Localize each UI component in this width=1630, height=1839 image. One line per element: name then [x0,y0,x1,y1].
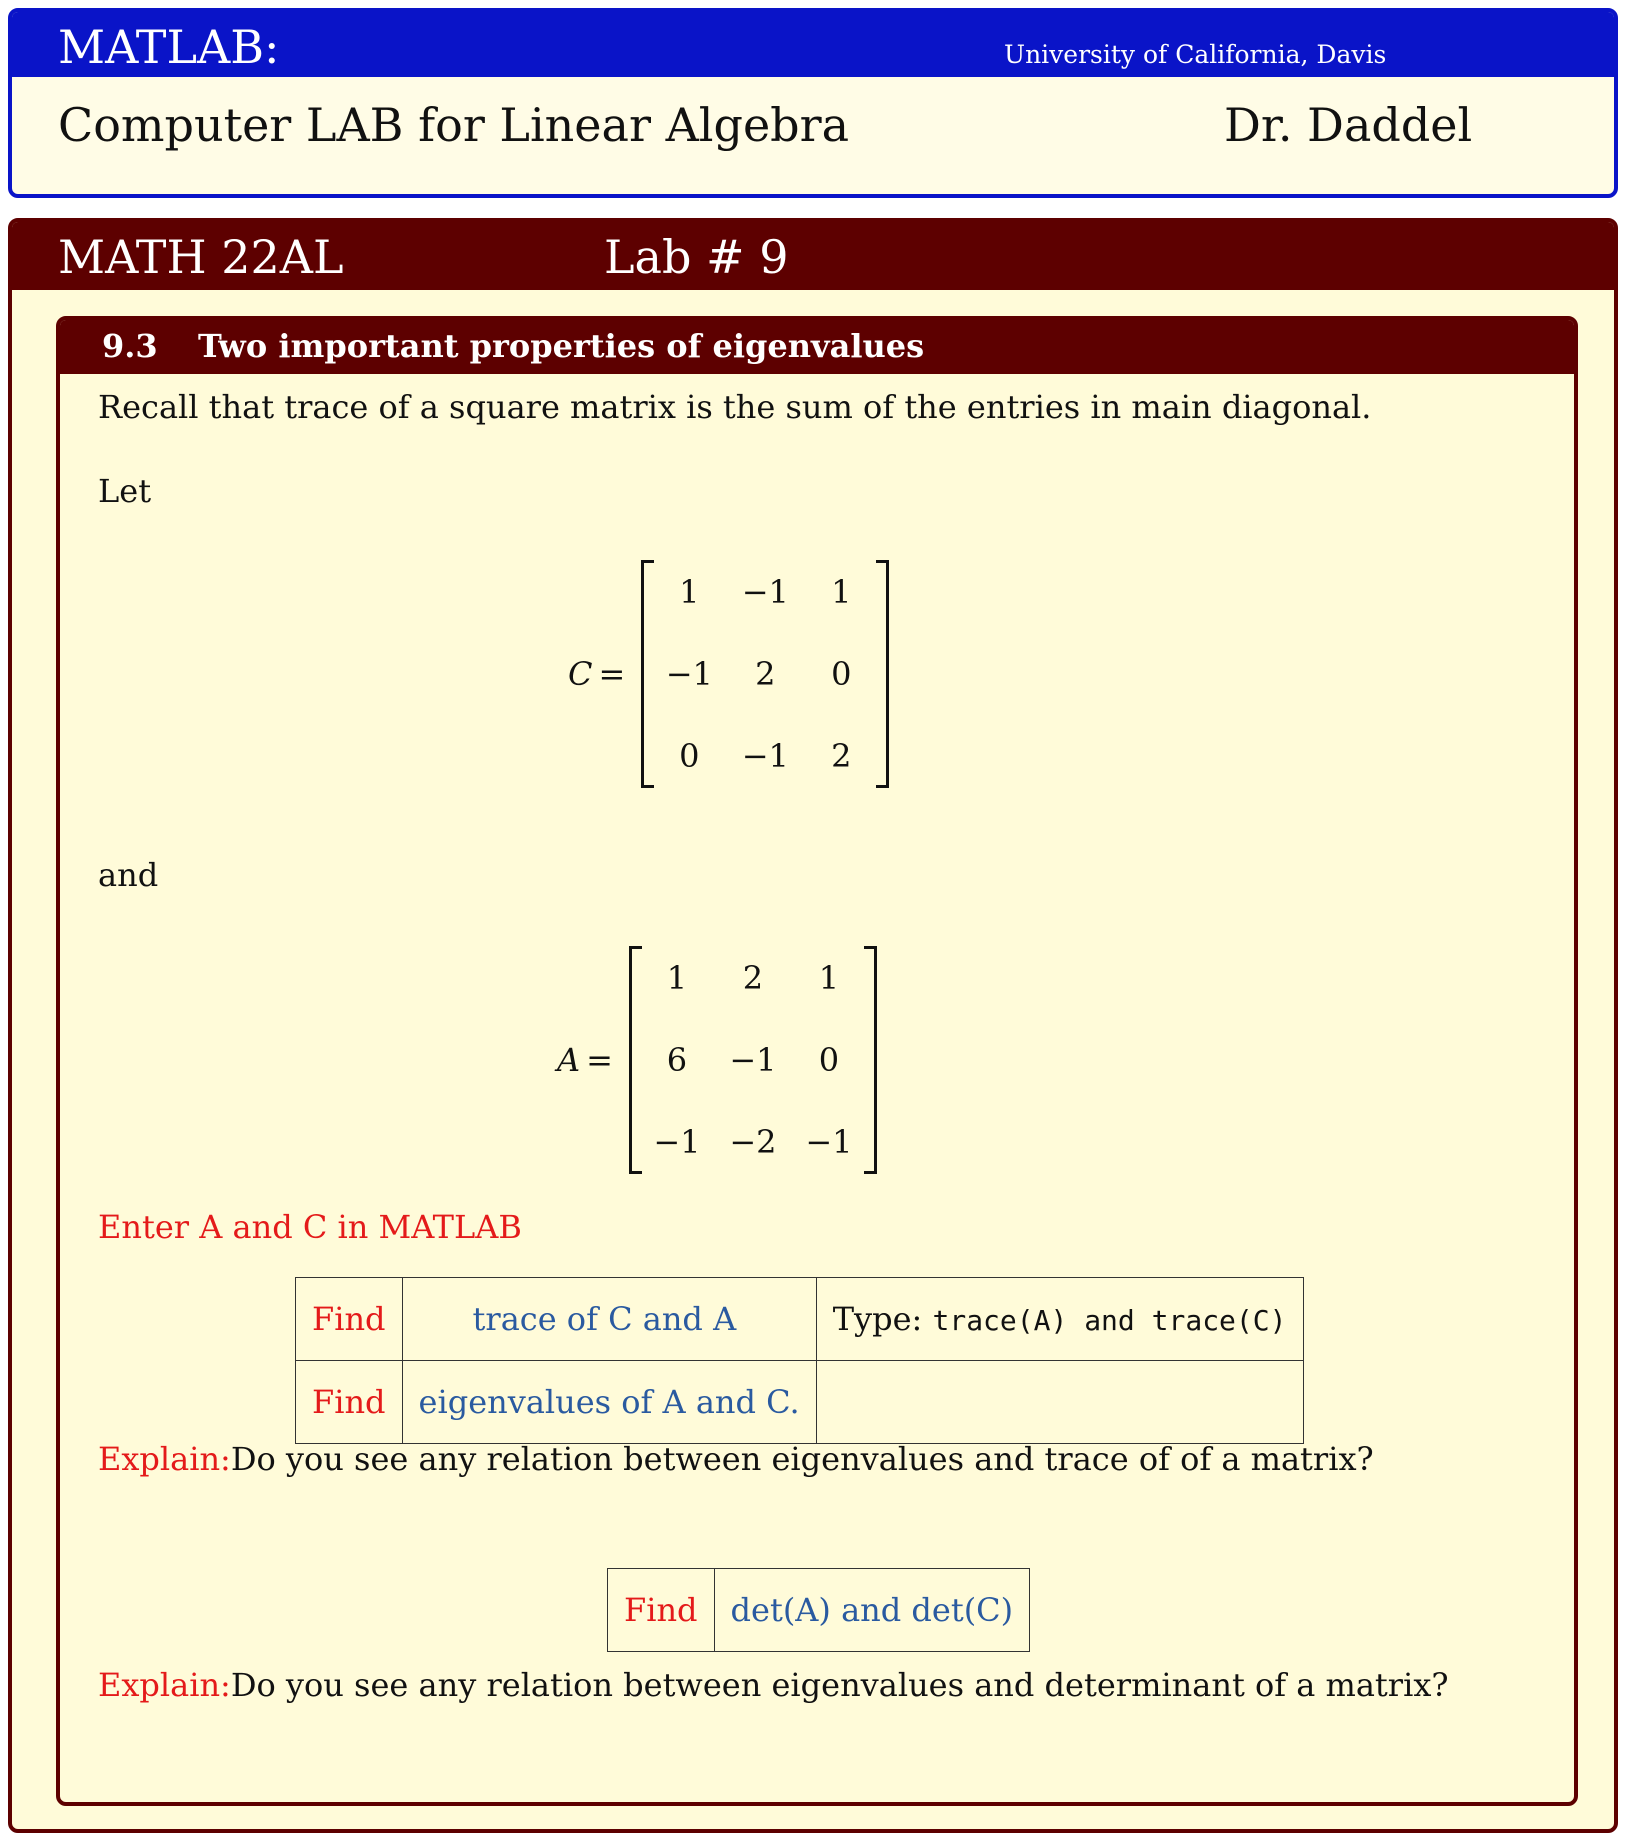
explain-trace-text: Do you see any relation between eigenvalues and trace of of a matrix? [230,1440,1374,1478]
explain-label: Explain: [98,1440,231,1478]
find-label: Find [296,1361,403,1444]
lab-number: Lab # 9 [604,230,789,284]
matrix-c-cell: 1 [679,573,700,611]
task-cell: trace of C and A [402,1278,816,1361]
matrix-a-cell: 0 [818,1041,840,1079]
recall-text: Recall that trace of a square matrix is the sum of the entries in main diagonal. [98,388,1372,426]
matrix-c-cell: 2 [831,737,852,775]
matrix-a-equals: = [586,1041,613,1079]
table-row [608,1569,1030,1652]
and-text: and [98,856,159,894]
matrix-a-cell: 1 [666,959,688,997]
instructor-name: Dr. Daddel [1224,98,1473,152]
section-title: Two important properties of eigenvalues [198,327,925,365]
let-text: Let [98,472,152,510]
lab-box [8,218,1618,1833]
lab-bar [12,222,1614,290]
explain-det [98,1666,1449,1704]
type-cell [816,1361,1303,1444]
matrix-a-cell: 2 [742,959,764,997]
task-cell: det(A) and det(C) [714,1569,1030,1652]
matrix-a-cell: −2 [729,1123,777,1161]
matrix-a-cell: −1 [805,1123,853,1161]
explain-trace [98,1440,1374,1478]
explain-det-text: Do you see any relation between eigenvalues and determinant of a matrix? [230,1666,1449,1704]
matrix-c [641,560,889,788]
matrix-c-cell: −1 [741,573,789,611]
matrix-a [629,946,877,1174]
section-box [56,316,1578,1806]
matrix-c-cell: 2 [755,655,776,693]
header-box [8,8,1618,198]
matrix-c-cell: −1 [741,737,789,775]
matrix-c-name: C [568,655,593,693]
matrix-a-cell: 1 [818,959,840,997]
section-number: 9.3 [102,327,158,365]
enter-instruction: Enter A and C in MATLAB [98,1208,522,1246]
table-row [296,1361,1304,1444]
det-table [607,1568,1030,1652]
matrix-a-equation [557,946,877,1174]
find-label: Find [296,1278,403,1361]
matrix-a-cell: 6 [666,1041,688,1079]
task-cell: eigenvalues of A and C. [402,1361,816,1444]
matrix-a-cell: −1 [729,1041,777,1079]
matrix-a-cell: −1 [653,1123,701,1161]
type-label: Type: [832,1300,933,1338]
header-bar [12,12,1614,77]
course-code: MATH 22AL [58,230,344,284]
matrix-a-name: A [557,1041,581,1079]
header-app-title: MATLAB: [58,20,280,74]
matrix-c-cell: 0 [679,737,700,775]
course-title: Computer LAB for Linear Algebra [58,98,850,152]
explain-label: Explain: [98,1666,231,1704]
matrix-c-equation [568,560,889,788]
matrix-c-cell: −1 [665,655,713,693]
matrix-c-cell: 1 [831,573,852,611]
type-cell [816,1278,1303,1361]
header-university: University of California, Davis [1004,40,1387,69]
table-row [296,1278,1304,1361]
find-label: Find [608,1569,715,1652]
section-header [60,320,1574,374]
code-snippet: trace(A) and trace(C) [932,1304,1287,1337]
matrix-c-equals: = [598,655,626,693]
matrix-c-cell: 0 [831,655,852,693]
task-table [295,1277,1304,1444]
